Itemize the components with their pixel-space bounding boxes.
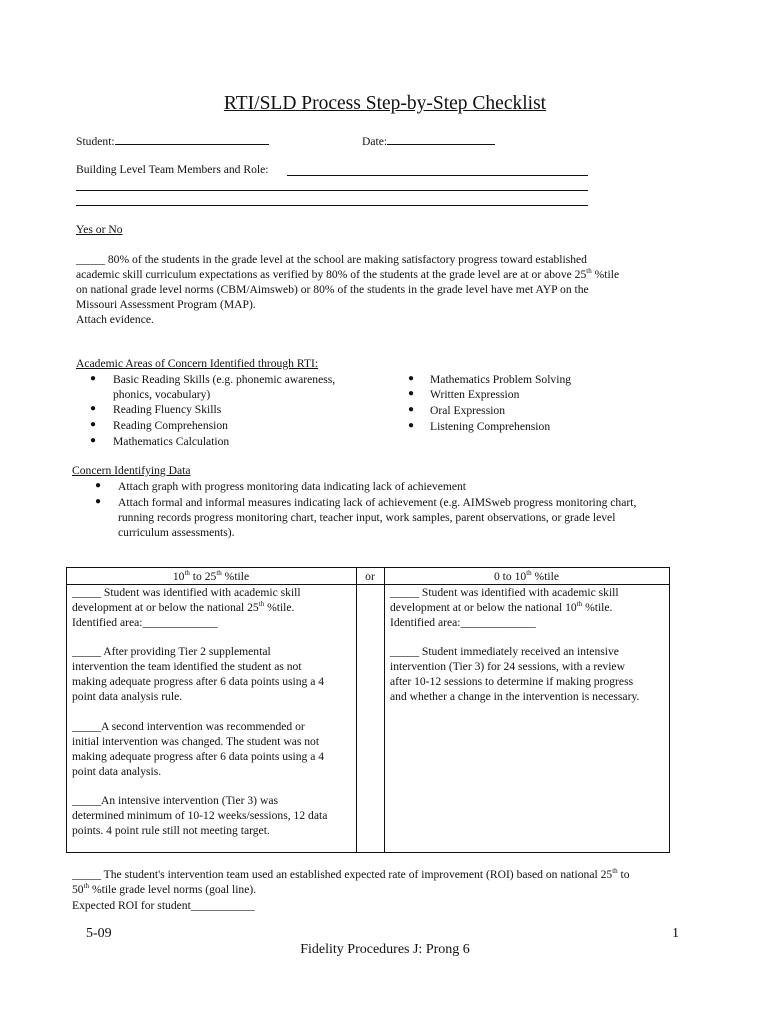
- left-block-3-line-4: point data analysis.: [72, 765, 162, 778]
- bullet-icon: ●: [90, 403, 97, 414]
- left-block-1-line-2: development at or below the national 25th %tile.: [72, 600, 295, 614]
- bullet-icon: ●: [408, 388, 415, 399]
- student-label: Student:: [76, 135, 115, 148]
- area-reading-comprehension: Reading Comprehension: [113, 419, 228, 432]
- left-block-2-line-1: _____ After providing Tier 2 supplemental: [72, 645, 271, 658]
- left-block-4-line-2: determined minimum of 10-12 weeks/sessions, 12 data: [72, 809, 328, 822]
- concern-item-measures-cont-2: curriculum assessments).: [118, 526, 235, 539]
- left-column-header: 10th to 25th %tile: [172, 569, 250, 583]
- team-blank-line-3[interactable]: [76, 205, 588, 206]
- left-block-4-line-3: points. 4 point rule still not meeting target.: [72, 824, 270, 837]
- area-basic-reading-cont: phonics, vocabulary): [113, 388, 211, 401]
- area-basic-reading: Basic Reading Skills (e.g. phonemic awareness,: [113, 373, 336, 386]
- right-column-header: 0 to 10th %tile: [493, 569, 560, 583]
- page-title: RTI/SLD Process Step-by-Step Checklist: [223, 93, 547, 114]
- or-label: or: [365, 570, 375, 583]
- expected-roi-field: Expected ROI for student___________: [72, 899, 255, 912]
- left-block-3-line-2: initial intervention was changed. The student was not: [72, 735, 320, 748]
- left-block-2-line-3: making adequate progress after 6 data points using a 4: [72, 675, 325, 688]
- area-written-expression: Written Expression: [430, 388, 520, 401]
- criterion-line-1: _____ 80% of the students in the grade level at the school are making satisfactory progress toward established: [76, 253, 587, 266]
- date-field[interactable]: [362, 132, 495, 150]
- left-block-1-line-1: _____ Student was identified with academic skill: [72, 586, 301, 599]
- bullet-icon: ●: [408, 404, 415, 415]
- bullet-icon: ●: [90, 435, 97, 446]
- team-blank-line-1[interactable]: [287, 175, 588, 176]
- bullet-icon: ●: [95, 480, 102, 491]
- team-blank-line-2[interactable]: [76, 190, 588, 191]
- left-identified-area: Identified area:_____________: [72, 616, 218, 629]
- area-math-problem-solving: Mathematics Problem Solving: [430, 373, 572, 386]
- concern-item-measures-cont: running records progress monitoring chart, teacher input, work samples, parent observations, or grade level: [118, 511, 616, 524]
- concern-heading: Concern Identifying Data: [72, 464, 191, 477]
- criterion-line-2: academic skill curriculum expectations as verified by 80% of the students at the grade level are at or above 25th %tile: [76, 267, 620, 281]
- right-block-2-line-1: _____ Student immediately received an intensive: [390, 645, 619, 658]
- table-divider-1: [356, 567, 357, 853]
- concern-item-graph: Attach graph with progress monitoring data indicating lack of achievement: [118, 480, 467, 493]
- table-bottom-border: [66, 852, 670, 853]
- roi-line-2: 50th %tile grade level norms (goal line).: [72, 882, 257, 896]
- area-reading-fluency: Reading Fluency Skills: [113, 403, 222, 416]
- left-block-2-line-4: point data analysis rule.: [72, 690, 183, 703]
- table-top-border: [66, 567, 670, 568]
- yes-no-label: Yes or No: [76, 223, 123, 236]
- footer-caption: Fidelity Procedures J: Prong 6: [300, 942, 470, 957]
- table-right-border: [669, 567, 670, 853]
- area-math-calculation: Mathematics Calculation: [113, 435, 230, 448]
- team-members-label: Building Level Team Members and Role:: [76, 163, 269, 176]
- footer-date-code: 5-09: [86, 926, 112, 941]
- area-listening-comprehension: Listening Comprehension: [430, 420, 551, 433]
- left-block-3-line-3: making adequate progress after 6 data points using a 4: [72, 750, 325, 763]
- criterion-line-4: Missouri Assessment Program (MAP).: [76, 298, 256, 311]
- right-identified-area: Identified area:_____________: [390, 616, 536, 629]
- left-block-2-line-2: intervention the team identified the student as not: [72, 660, 302, 673]
- table-left-border: [66, 567, 67, 853]
- criterion-line-5: Attach evidence.: [76, 313, 154, 326]
- bullet-icon: ●: [90, 419, 97, 430]
- right-block-2-line-4: and whether a change in the intervention is necessary.: [390, 690, 640, 703]
- bullet-icon: ●: [408, 373, 415, 384]
- right-block-1-line-1: _____ Student was identified with academic skill: [390, 586, 619, 599]
- right-block-2-line-2: intervention (Tier 3) for 24 sessions, with a review: [390, 660, 625, 673]
- date-label: Date:: [362, 135, 388, 148]
- bullet-icon: ●: [95, 496, 102, 507]
- area-oral-expression: Oral Expression: [430, 404, 506, 417]
- date-blank[interactable]: [387, 132, 495, 145]
- table-divider-2: [384, 567, 385, 853]
- page-number: 1: [672, 926, 679, 941]
- criterion-line-3: on national grade level norms (CBM/Aimsweb) or 80% of the students in the grade level have met AYP on the: [76, 283, 589, 296]
- bullet-icon: ●: [408, 420, 415, 431]
- bullet-icon: ●: [90, 373, 97, 384]
- left-block-3-line-1: _____A second intervention was recommended or: [72, 720, 305, 733]
- right-block-1-line-2: development at or below the national 10th %tile.: [390, 600, 613, 614]
- areas-heading: Academic Areas of Concern Identified through RTI:: [76, 357, 319, 370]
- left-block-4-line-1: _____An intensive intervention (Tier 3) was: [72, 794, 278, 807]
- roi-line-1: _____ The student's intervention team used an established expected rate of improvement (ROI) based on national 25th to: [72, 867, 630, 881]
- student-blank[interactable]: [115, 132, 269, 145]
- right-block-2-line-3: after 10-12 sessions to determine if making progress: [390, 675, 634, 688]
- student-field[interactable]: [76, 132, 269, 150]
- concern-item-measures: Attach formal and informal measures indicating lack of achievement (e.g. AIMSweb progress monitoring chart,: [118, 496, 637, 509]
